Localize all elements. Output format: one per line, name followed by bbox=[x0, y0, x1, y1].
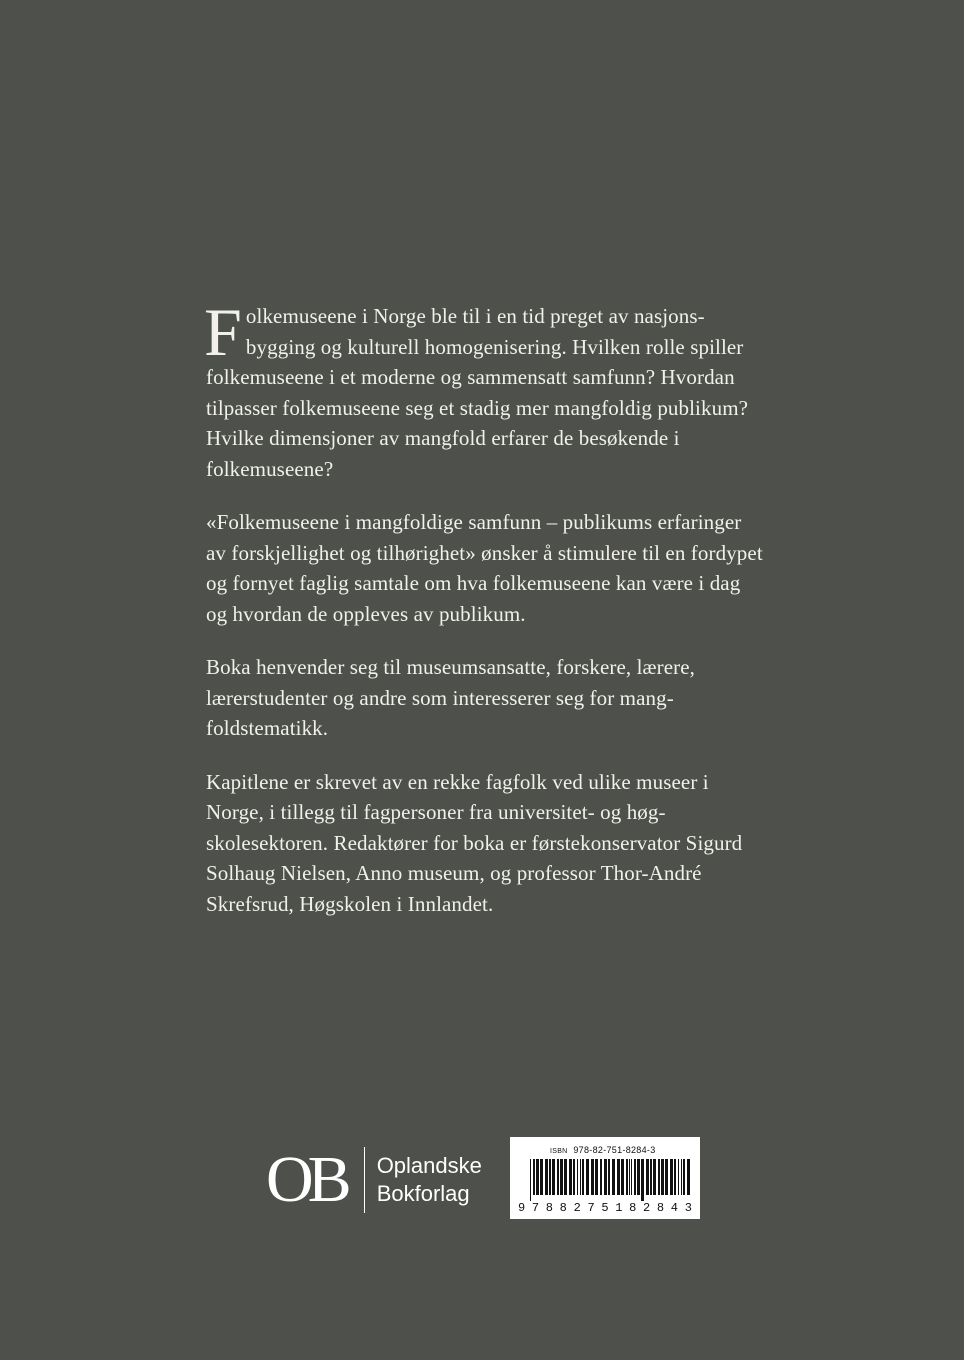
paragraph-intro-text: olkemuseene i Norge ble til i en tid preget av nasjonsbygging og kulturell homogenisering. Hvilken rolle spiller folkemuseene i et moderne og sammensatt samfunn? Hvordan tilpasser folkemuseene seg et stadig mer mangfoldig publikum? Hvilke dimensjoner av mangfold erfarer de besøkende i folkemuseene? bbox=[206, 304, 749, 481]
drop-cap: F bbox=[204, 294, 242, 370]
barcode-digits bbox=[518, 1201, 692, 1215]
barcode-bar bbox=[658, 1159, 660, 1195]
barcode-bar bbox=[533, 1159, 535, 1195]
paragraph-audience: Boka henvender seg til museumsansatte, forskere, lærere, lærerstudenter og andre som interesserer seg for mangfoldstematikk. bbox=[206, 655, 696, 740]
barcode-bar bbox=[678, 1159, 679, 1195]
barcode-digit: 9 bbox=[518, 1201, 526, 1215]
isbn-label: ISBN bbox=[550, 1148, 568, 1155]
barcode-bar bbox=[536, 1159, 539, 1195]
barcode-bar bbox=[661, 1159, 664, 1195]
publisher-name bbox=[377, 1152, 482, 1208]
barcode-bar bbox=[580, 1159, 581, 1195]
barcode-bar bbox=[634, 1159, 636, 1195]
barcode-bar bbox=[621, 1159, 624, 1195]
barcode-digit: 7 bbox=[587, 1201, 595, 1215]
barcode-bar bbox=[569, 1159, 572, 1195]
barcode-bar bbox=[646, 1159, 649, 1195]
back-cover-description bbox=[204, 294, 766, 942]
barcode-bar bbox=[549, 1159, 551, 1195]
barcode-bar bbox=[629, 1159, 630, 1195]
barcode-digit: 2 bbox=[643, 1201, 651, 1215]
barcode-bar bbox=[612, 1159, 615, 1195]
barcode-digit: 5 bbox=[601, 1201, 609, 1215]
barcode-bar bbox=[641, 1159, 644, 1201]
publisher-monogram: OB bbox=[266, 1143, 346, 1216]
barcode-bar bbox=[665, 1159, 668, 1195]
barcode-bar bbox=[681, 1159, 682, 1195]
barcode-bar bbox=[595, 1159, 598, 1195]
barcode-bar bbox=[564, 1159, 567, 1195]
barcode-bar bbox=[545, 1159, 548, 1195]
barcode-bar bbox=[608, 1159, 610, 1195]
barcode-digit: 7 bbox=[531, 1201, 540, 1215]
publisher-name-line2: Bokforlag bbox=[376, 1181, 470, 1206]
barcode-digit: 4 bbox=[670, 1201, 678, 1215]
barcode-digit: 3 bbox=[684, 1201, 692, 1215]
barcode-digit: 1 bbox=[615, 1201, 623, 1215]
barcode-bar bbox=[626, 1159, 628, 1195]
barcode-bar bbox=[600, 1159, 602, 1195]
barcode-bar bbox=[591, 1159, 594, 1195]
barcode-digit: 8 bbox=[629, 1201, 637, 1215]
barcode-bar bbox=[650, 1159, 652, 1195]
barcode-bar bbox=[530, 1159, 531, 1201]
barcode-digit: 8 bbox=[545, 1201, 553, 1215]
barcode-bar bbox=[683, 1159, 685, 1195]
publisher-logo bbox=[266, 1145, 482, 1215]
paragraph-intro bbox=[204, 294, 766, 484]
barcode-digit: 8 bbox=[656, 1201, 665, 1215]
isbn-barcode bbox=[510, 1137, 700, 1219]
barcode-bar bbox=[577, 1159, 578, 1195]
paragraph-quote: «Folkemuseene i mangfoldige samfunn – publikums erfaringer av forskjellighet og tilhørighet» ønsker å stimulere til en fordypet og fornyet faglig samtale om hva folkemuseene kan være i dag og hvordan de oppleves av publikum. bbox=[206, 510, 763, 626]
barcode-bar bbox=[540, 1159, 543, 1195]
barcode-bar bbox=[582, 1159, 584, 1195]
barcode-digit: 8 bbox=[559, 1201, 567, 1215]
barcode-bar bbox=[557, 1159, 559, 1195]
barcode-bar bbox=[552, 1159, 555, 1195]
isbn-text bbox=[550, 1145, 656, 1155]
barcode-bar bbox=[653, 1159, 656, 1195]
barcode-bar bbox=[687, 1159, 690, 1195]
barcode-bar bbox=[560, 1159, 563, 1195]
paragraph-authors: Kapitlene er skrevet av en rekke fagfolk ved ulike museer i Norge, i tillegg til fagpersoner fra universitet- og høgskolesektoren. Redaktører for boka er førstekonservator Sigurd Solhaug Nielsen, Anno museum, og professor Thor-André Skrefsrud, Høgskolen i Innlandet. bbox=[206, 769, 743, 916]
barcode-bar bbox=[674, 1159, 676, 1195]
barcode-bar bbox=[604, 1159, 607, 1195]
publisher-name-line1: Oplandske bbox=[376, 1153, 482, 1178]
barcode-bar bbox=[586, 1159, 589, 1195]
barcode-bar bbox=[637, 1159, 640, 1195]
barcode-digit: 2 bbox=[573, 1201, 581, 1215]
isbn-number: 978-82-751-8284-3 bbox=[573, 1145, 656, 1155]
barcode-bar bbox=[617, 1159, 620, 1195]
barcode-bar bbox=[631, 1159, 632, 1195]
barcode-bars bbox=[518, 1159, 692, 1201]
barcode-bar bbox=[670, 1159, 673, 1195]
barcode-bar bbox=[573, 1159, 575, 1195]
logo-divider bbox=[364, 1147, 365, 1213]
